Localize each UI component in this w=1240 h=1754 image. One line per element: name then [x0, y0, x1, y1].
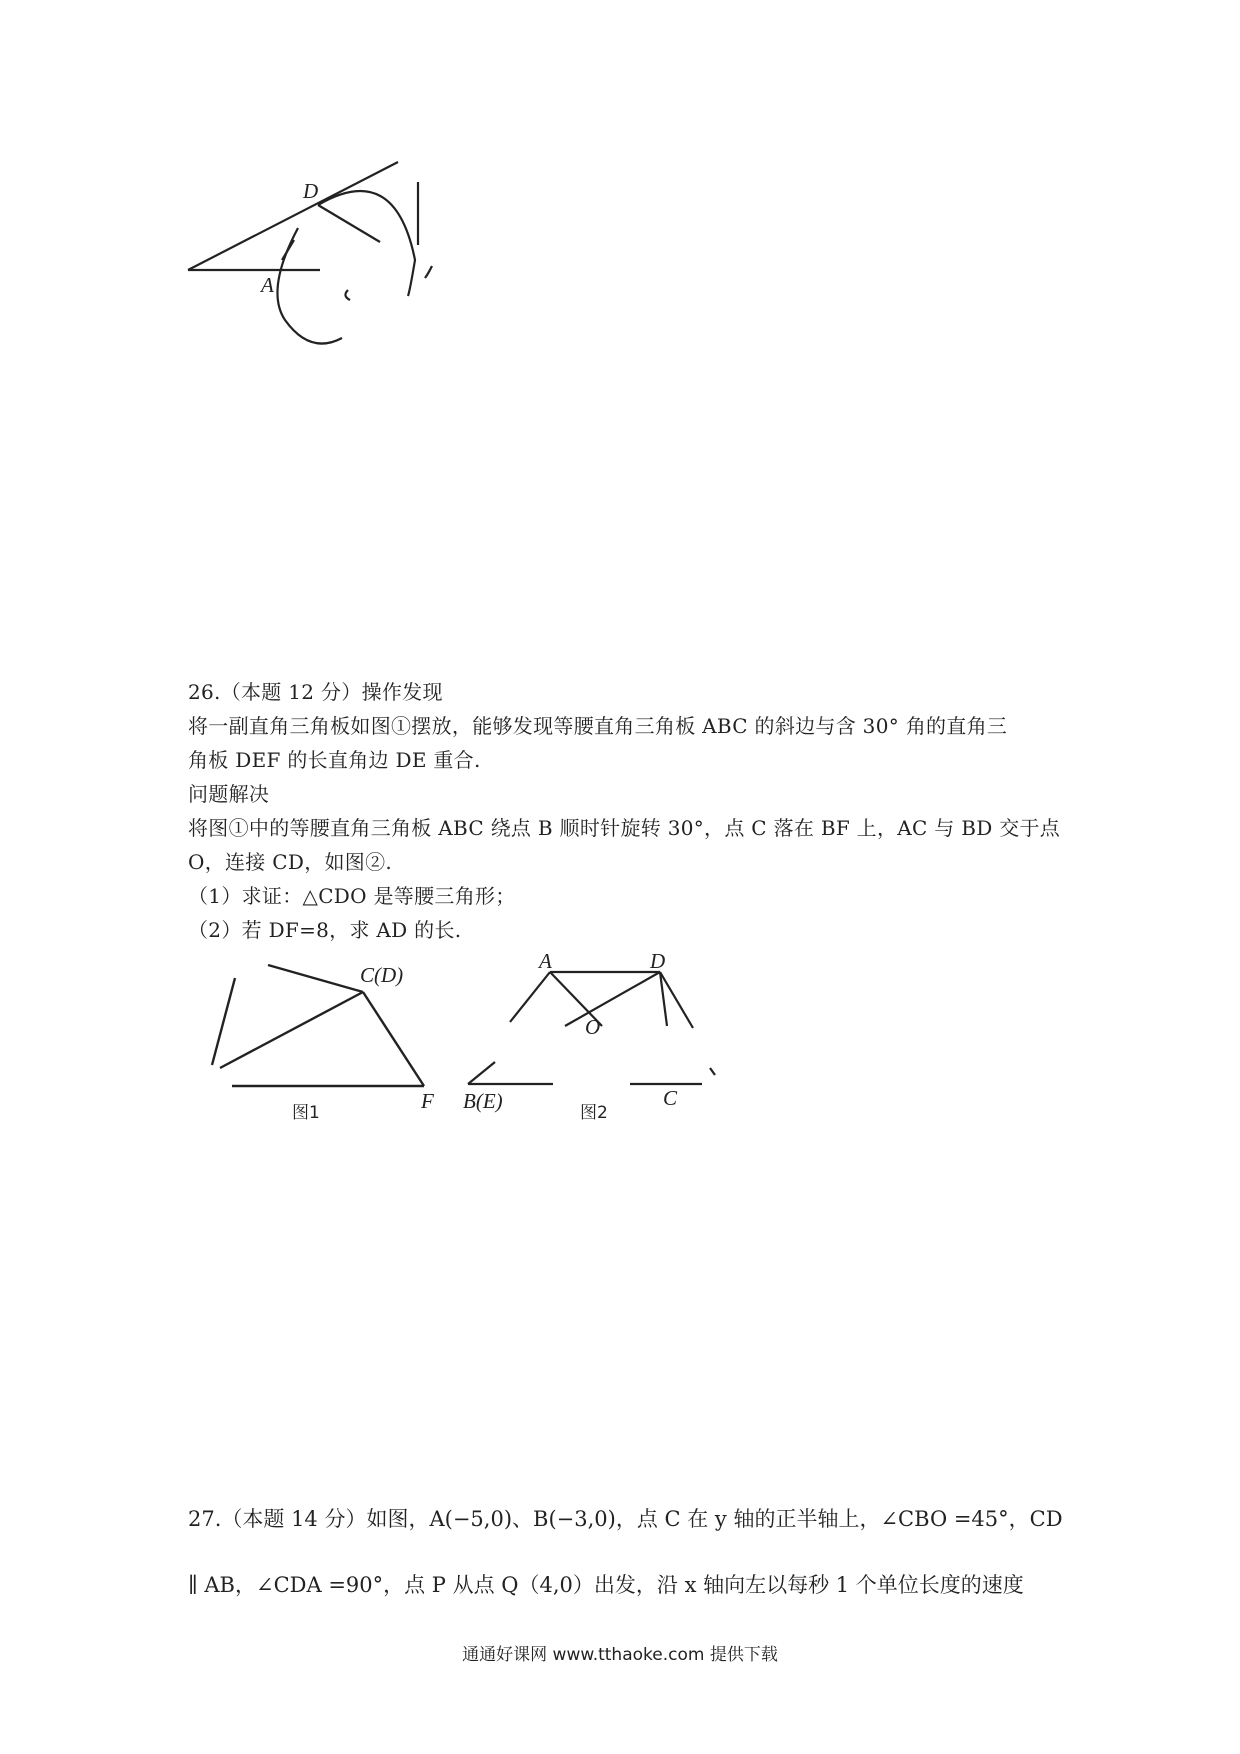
label-f: F: [421, 1089, 434, 1113]
line-ray-cd: [188, 162, 398, 270]
label-d: D: [650, 950, 666, 973]
label-cd: C(D): [360, 963, 404, 987]
edge-hyp: [220, 992, 363, 1068]
edge-left: [212, 978, 235, 1065]
label-be: B(E): [463, 1089, 503, 1113]
q27-line1: 27.（本题 14 分）如图，A(−5,0)、B(−3,0)，点 C 在 y 轴的正半轴上，∠CBO =45°，CD: [188, 1507, 1063, 1531]
q26-p2-line1: 将图①中的等腰直角三角板 ABC 绕点 B 顺时针旋转 30°，点 C 落在 BF 上，AC 与 BD 交于点: [188, 816, 1061, 840]
figure-2: [455, 950, 735, 1120]
q26-subheader: 问题解决: [188, 782, 270, 806]
edge-bd: [565, 972, 660, 1026]
edge-top: [268, 965, 363, 992]
q26-header: 26.（本题 12 分）操作发现: [188, 680, 443, 704]
edge-c-tick: [710, 1068, 715, 1075]
q26-item1: （1）求证：△CDO 是等腰三角形；: [188, 884, 516, 908]
label-a: A: [261, 273, 274, 297]
q26-p1-line2: 角板 DEF 的长直角边 DE 重合.: [188, 748, 481, 772]
label-d: D: [303, 179, 319, 203]
arc-lower: [277, 228, 342, 344]
edge-d-right: [660, 972, 693, 1028]
q26-item2: （2）若 DF=8，求 AD 的长.: [188, 918, 462, 942]
arc-circle: [318, 191, 415, 296]
arc-small: [345, 290, 350, 300]
q26-p1-line1: 将一副直角三角板如图①摆放，能够发现等腰直角三角板 ABC 的斜边与含 30° 角的直角三: [188, 714, 1008, 738]
label-o: O: [585, 1015, 601, 1039]
line-a-stub: [282, 240, 294, 260]
label-a: A: [539, 950, 552, 973]
edge-b-up: [468, 1062, 495, 1084]
arc-tick: [425, 266, 432, 278]
page-footer: 通通好课网 www.tthaoke.com 提供下载: [462, 1645, 778, 1665]
line-d-down: [318, 205, 380, 242]
figure-top: [170, 150, 490, 390]
edge-a-left: [510, 972, 550, 1022]
q27-line2: ∥ AB，∠CDA =90°，点 P 从点 Q（4,0）出发，沿 x 轴向左以每秒 1 个单位长度的速度: [188, 1573, 1024, 1597]
figure-1: [180, 950, 450, 1120]
q26-p2-line2: O，连接 CD，如图②.: [188, 850, 393, 874]
label-c: C: [663, 1086, 678, 1110]
caption-fig2: 图2: [580, 1103, 608, 1120]
caption-fig1: 图1: [292, 1103, 320, 1120]
edge-right: [363, 992, 424, 1086]
